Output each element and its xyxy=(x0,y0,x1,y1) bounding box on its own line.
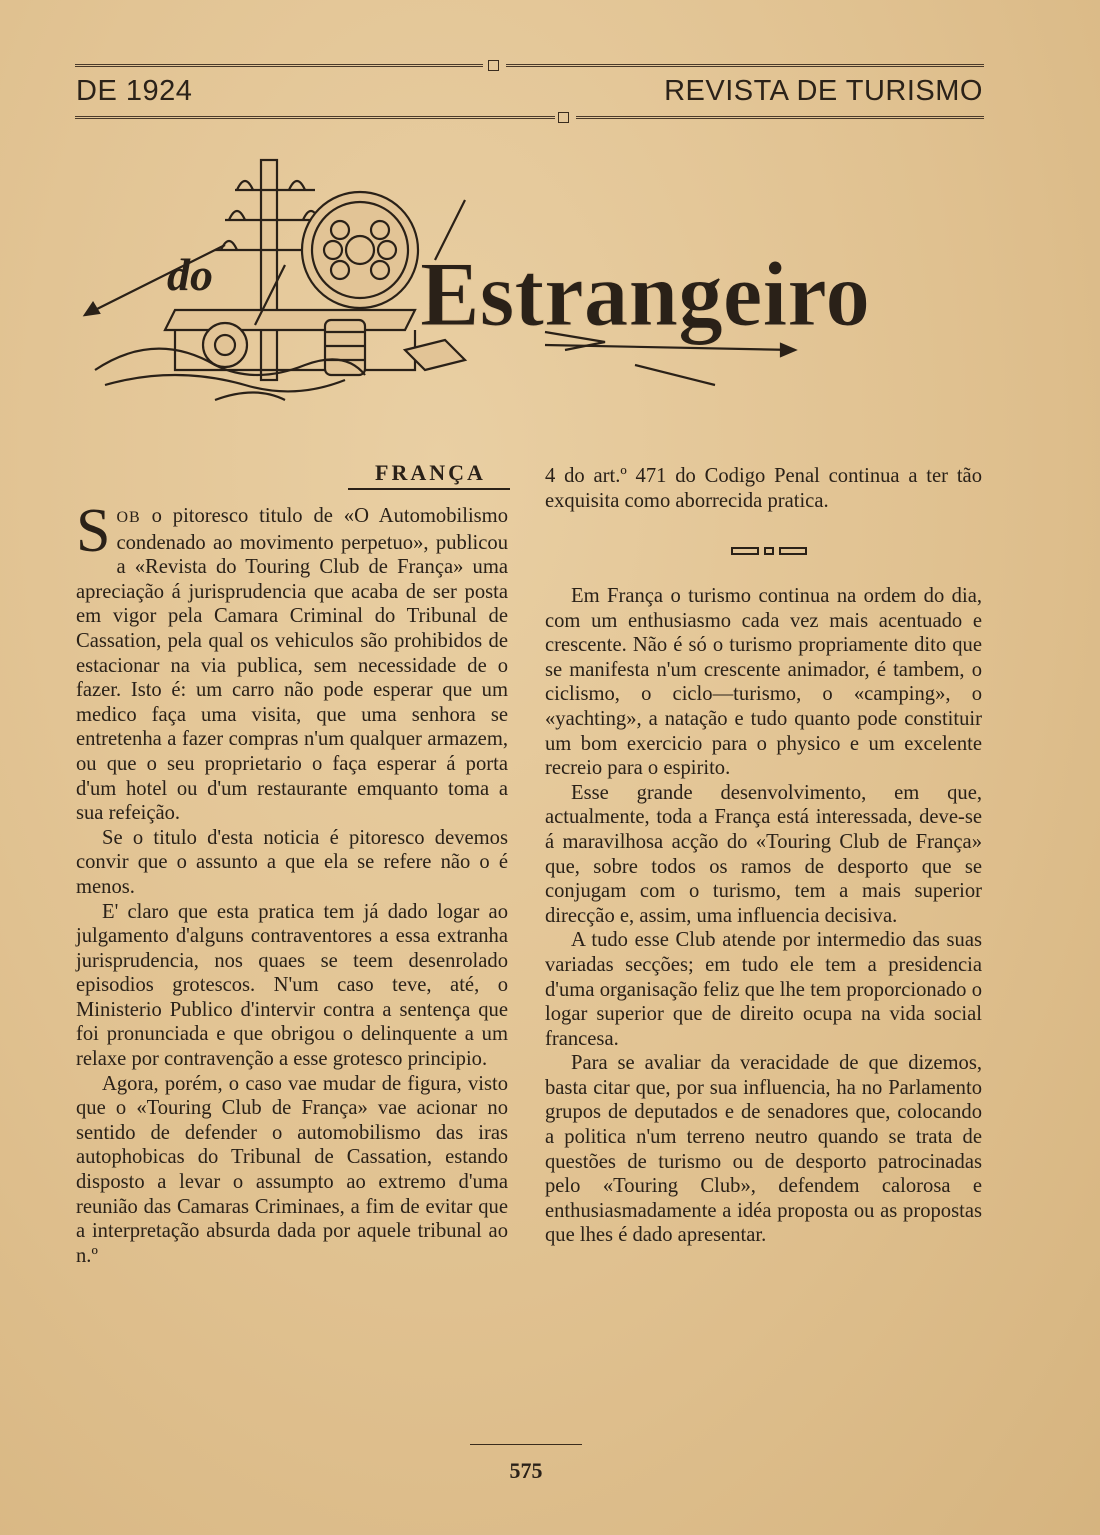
first-paragraph-text: o pitoresco titulo de «O Automobilismo condenado ao movimento perpetuo», publicou a «Revista do Touring Club de França» uma apreciação á jurisprudencia que acaba de ser posta em vigor pela Camara Criminal do Tribunal de Cassation, pela qual os vehiculos são prohibidos de estacionar na via publica, sem necessidade de o fazer. Isto é: um carro não pode esperar que um medico faça uma visita, que uma senhora se entretenha a fazer compras n'um qualquer armazem, ou que o seu proprietario o faça esperar á porta d'um hotel ou d'um restaurante emquanto toma a sua refeição. xyxy=(76,505,508,825)
footer-rule xyxy=(470,1444,582,1445)
header-rule-bottom-right xyxy=(576,116,984,119)
left-paragraph-4: Agora, porém, o caso vae mudar de figura, visto que o «Touring Club de França» vae acionar no sentido de defender o automobilismo das iras autophobicas do Tribunal de Cassation, estando disposto a levar o assumpto ao extremo d'uma reunião das Camaras Criminaes, a fim de evitar que a interpretação absurda dada por aquele tribunal ao n.º xyxy=(76,1072,508,1267)
header-rule-bottom-left xyxy=(75,116,555,119)
header-rule-top-left xyxy=(75,64,483,67)
do-estrangeiro-banner xyxy=(75,150,905,425)
left-first-paragraph xyxy=(76,497,508,826)
first-word-rest: OB xyxy=(116,509,141,526)
left-column xyxy=(76,497,508,1268)
section-title: FRANÇA xyxy=(375,460,486,485)
right-column xyxy=(545,464,982,513)
dropcap: S xyxy=(76,497,111,565)
right-paragraph-1: Em França o turismo continua na ordem do dia, com um enthusiasmo cada vez mais acentuado e crescente. Não é só o turismo propriamente dito que se manifesta n'um crescente animador, é tambem, o ciclismo, o ciclo—turismo, o «camping», o «yachting», a natação e tudo quanto pode constituir um bom exercicio para o physico e um excelente recreio para o espirito. xyxy=(545,585,982,780)
right-column-body xyxy=(545,584,982,1248)
right-continuation: 4 do art.º 471 do Codigo Penal continua a ter tão exquisita como aborrecida pratica. xyxy=(545,465,982,512)
left-paragraph-2: Se o titulo d'esta noticia é pitoresco devemos convir que o assunto a que ela se refere não o é menos. xyxy=(76,826,508,898)
section-divider-ornament xyxy=(730,545,810,557)
right-paragraph-2: Esse grande desenvolvimento, em que, actualmente, toda a França está interessada, deve-se á maravilhosa acção do «Touring Club de França» que, sobre todos os ramos de desporto que se conjugam com o turismo, tem a mais superior direcção e, assim, uma influencia decisiva. xyxy=(545,781,982,927)
left-paragraph-3: E' claro que esta pratica tem já dado logar ao julgamento d'alguns contraventores a essa extranha jurisprudencia, nos quaes se teem desenrolado episodios grotescos. N'um caso teve, até, o Ministerio Publico d'intervir contra a sentença que foi pronunciada e que obrigou o delinquente a um relaxe por contravenção a esse grotesco principio. xyxy=(76,900,508,1071)
banner-word-large: Estrangeiro xyxy=(420,243,870,345)
header-left-text: DE 1924 xyxy=(76,75,193,107)
header-square-ornament-top xyxy=(488,60,499,71)
header-rule-top-right xyxy=(506,64,984,67)
header-right-text: REVISTA DE TURISMO xyxy=(664,75,983,107)
banner-word-small: do xyxy=(167,249,213,300)
header-square-ornament-bottom xyxy=(558,112,569,123)
section-title-rule xyxy=(348,488,510,490)
page-number: 575 xyxy=(509,1458,543,1483)
right-paragraph-4: Para se avaliar da veracidade de que dizemos, basta citar que, por sua influencia, ha no Parlamento grupos de deputados e de senadores que, colocando a politica n'um terreno neutro quando se trata de questões de turismo ou de desporto patrocinadas pelo «Touring Club», defendem calorosa e enthusiasmadamente a idéa proposta ou as propostas que lhes é dado apresentar. xyxy=(545,1052,982,1247)
right-paragraph-3: A tudo esse Club atende por intermedio das suas variadas secções; em tudo ele tem a presidencia d'uma organisação feliz que lhe tem proporcionado o logar superior que de direito ocupa na vida social francesa. xyxy=(545,929,982,1050)
